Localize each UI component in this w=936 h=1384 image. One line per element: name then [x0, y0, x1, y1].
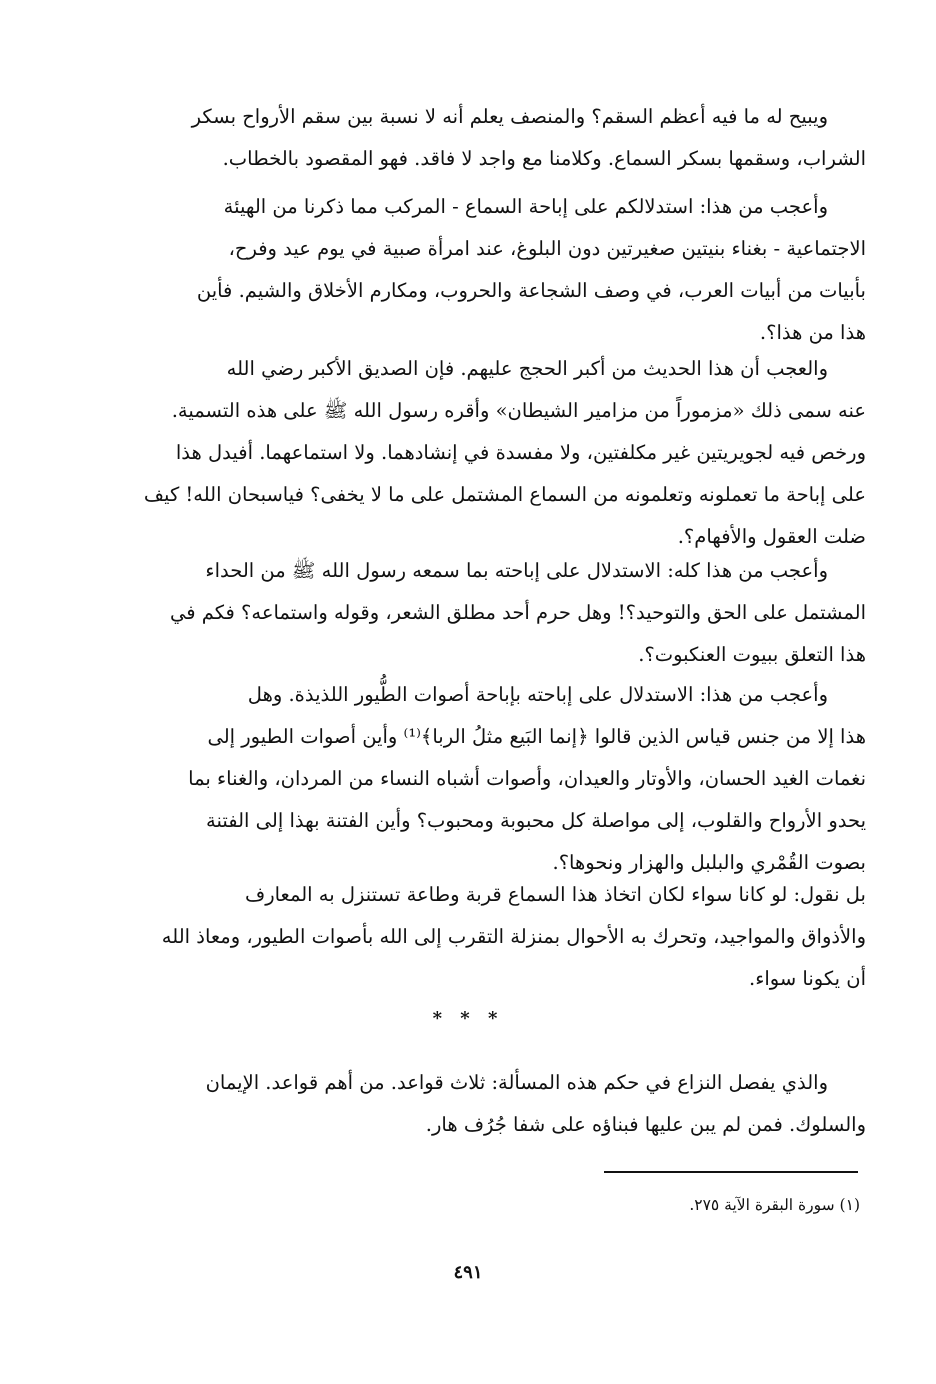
- section-separator: * * *: [432, 1008, 504, 1029]
- paragraph-6: [112, 874, 866, 1000]
- text-line: هذا إلا من جنس قياس الذين قالوا ﴿إنما البَيع مثلُ الربا﴾⁽¹⁾ وأين أصوات الطيور إلى: [207, 725, 866, 748]
- paragraph-7: [112, 1062, 866, 1146]
- text-line: عنه سمى ذلك «مزموراً من مزامير الشيطان» وأقره رسول الله ﷺ على هذه التسمية.: [171, 399, 866, 422]
- text-line: يحدو الأرواح والقلوب، إلى مواصلة كل محبوبة ومحبوب؟ وأين الفتنة بهذا إلى الفتنة: [206, 809, 866, 832]
- paragraph-5: [112, 674, 866, 884]
- text-line: والسلوك. فمن لم يبن عليها فبناؤه على شفا جُرُف هار.: [425, 1113, 866, 1136]
- text-line: والعجب أن هذا الحديث من أكبر الحجج عليهم. فإن الصديق الأكبر رضي الله: [226, 357, 828, 380]
- paragraph-4: [112, 550, 866, 676]
- text-line: الشراب، وسقمها بسكر السماع. وكلامنا مع واجد لا فاقد. فهو المقصود بالخطاب.: [222, 147, 866, 170]
- text-line: ورخص فيه لجويريتين غير مكلفتين، ولا مفسدة في إنشادهما. ولا استماعهما. أفيدل هذا: [175, 441, 866, 464]
- text-line: وأعجب من هذا كله: الاستدلال على إباحته بما سمعه رسول الله ﷺ من الحداء: [205, 559, 828, 582]
- text-line: بل نقول: لو كانا سواء لكان اتخاذ هذا السماع قربة وطاعة تستنزل به المعارف: [244, 883, 866, 906]
- text-line: نغمات الغيد الحسان، والأوتار والعيدان، وأصوات أشباه النساء من المردان، والغناء بما: [188, 767, 866, 790]
- text-line: بصوت القُمْري والبلبل والهزار ونحوها؟.: [552, 851, 866, 874]
- paragraph-3: [112, 348, 866, 558]
- text-line: أن يكونا سواء.: [749, 967, 866, 990]
- text-line: وأعجب من هذا: الاستدلال على إباحته بإباحة أصوات الطُّيور اللذيذة. وهل: [247, 683, 828, 706]
- text-line: والأذواق والمواجيد، وتحرك به الأحوال بمنزلة التقرب إلى الله بأصوات الطيور، ومعاذ الله: [161, 925, 866, 948]
- text-line: ويبيح له ما فيه أعظم السقم؟ والمنصف يعلم أنه لا نسبة بين سقم الأرواح بسكر: [191, 105, 828, 128]
- text-line: هذا التعلق ببيوت العنكبوت؟.: [638, 643, 866, 666]
- text-line: بأبيات من أبيات العرب، في وصف الشجاعة والحروب، ومكارم الأخلاق والشيم. فأين: [196, 279, 866, 302]
- text-line: على إباحة ما تعملونه وتعلمونه من السماع المشتمل على ما لا يخفى؟ فياسبحان الله! كيف: [143, 483, 866, 506]
- footnote: (١) سورة البقرة الآية ٢٧٥.: [689, 1196, 860, 1214]
- text-line: والذي يفصل النزاع في حكم هذه المسألة: ثلاث قواعد. من أهم قواعد. الإيمان: [205, 1071, 828, 1094]
- text-line: المشتمل على الحق والتوحيد؟! وهل حرم أحد مطلق الشعر، وقوله واستماعه؟ فكم في: [170, 601, 866, 624]
- text-line: ضلت العقول والأفهام؟.: [677, 525, 866, 548]
- text-line: وأعجب من هذا: استدلالكم على إباحة السماع - المركب مما ذكرنا من الهيئة: [223, 195, 828, 218]
- paragraph-1: [112, 96, 866, 180]
- paragraph-2: [112, 186, 866, 354]
- text-line: الاجتماعية - بغناء بنيتين صغيرتين دون البلوغ، عند امرأة صبية في يوم عيد وفرح،: [228, 237, 866, 260]
- footnote-divider: [604, 1171, 858, 1173]
- text-line: هذا من هذا؟.: [759, 321, 866, 344]
- page-number: ٤٩١: [453, 1262, 483, 1283]
